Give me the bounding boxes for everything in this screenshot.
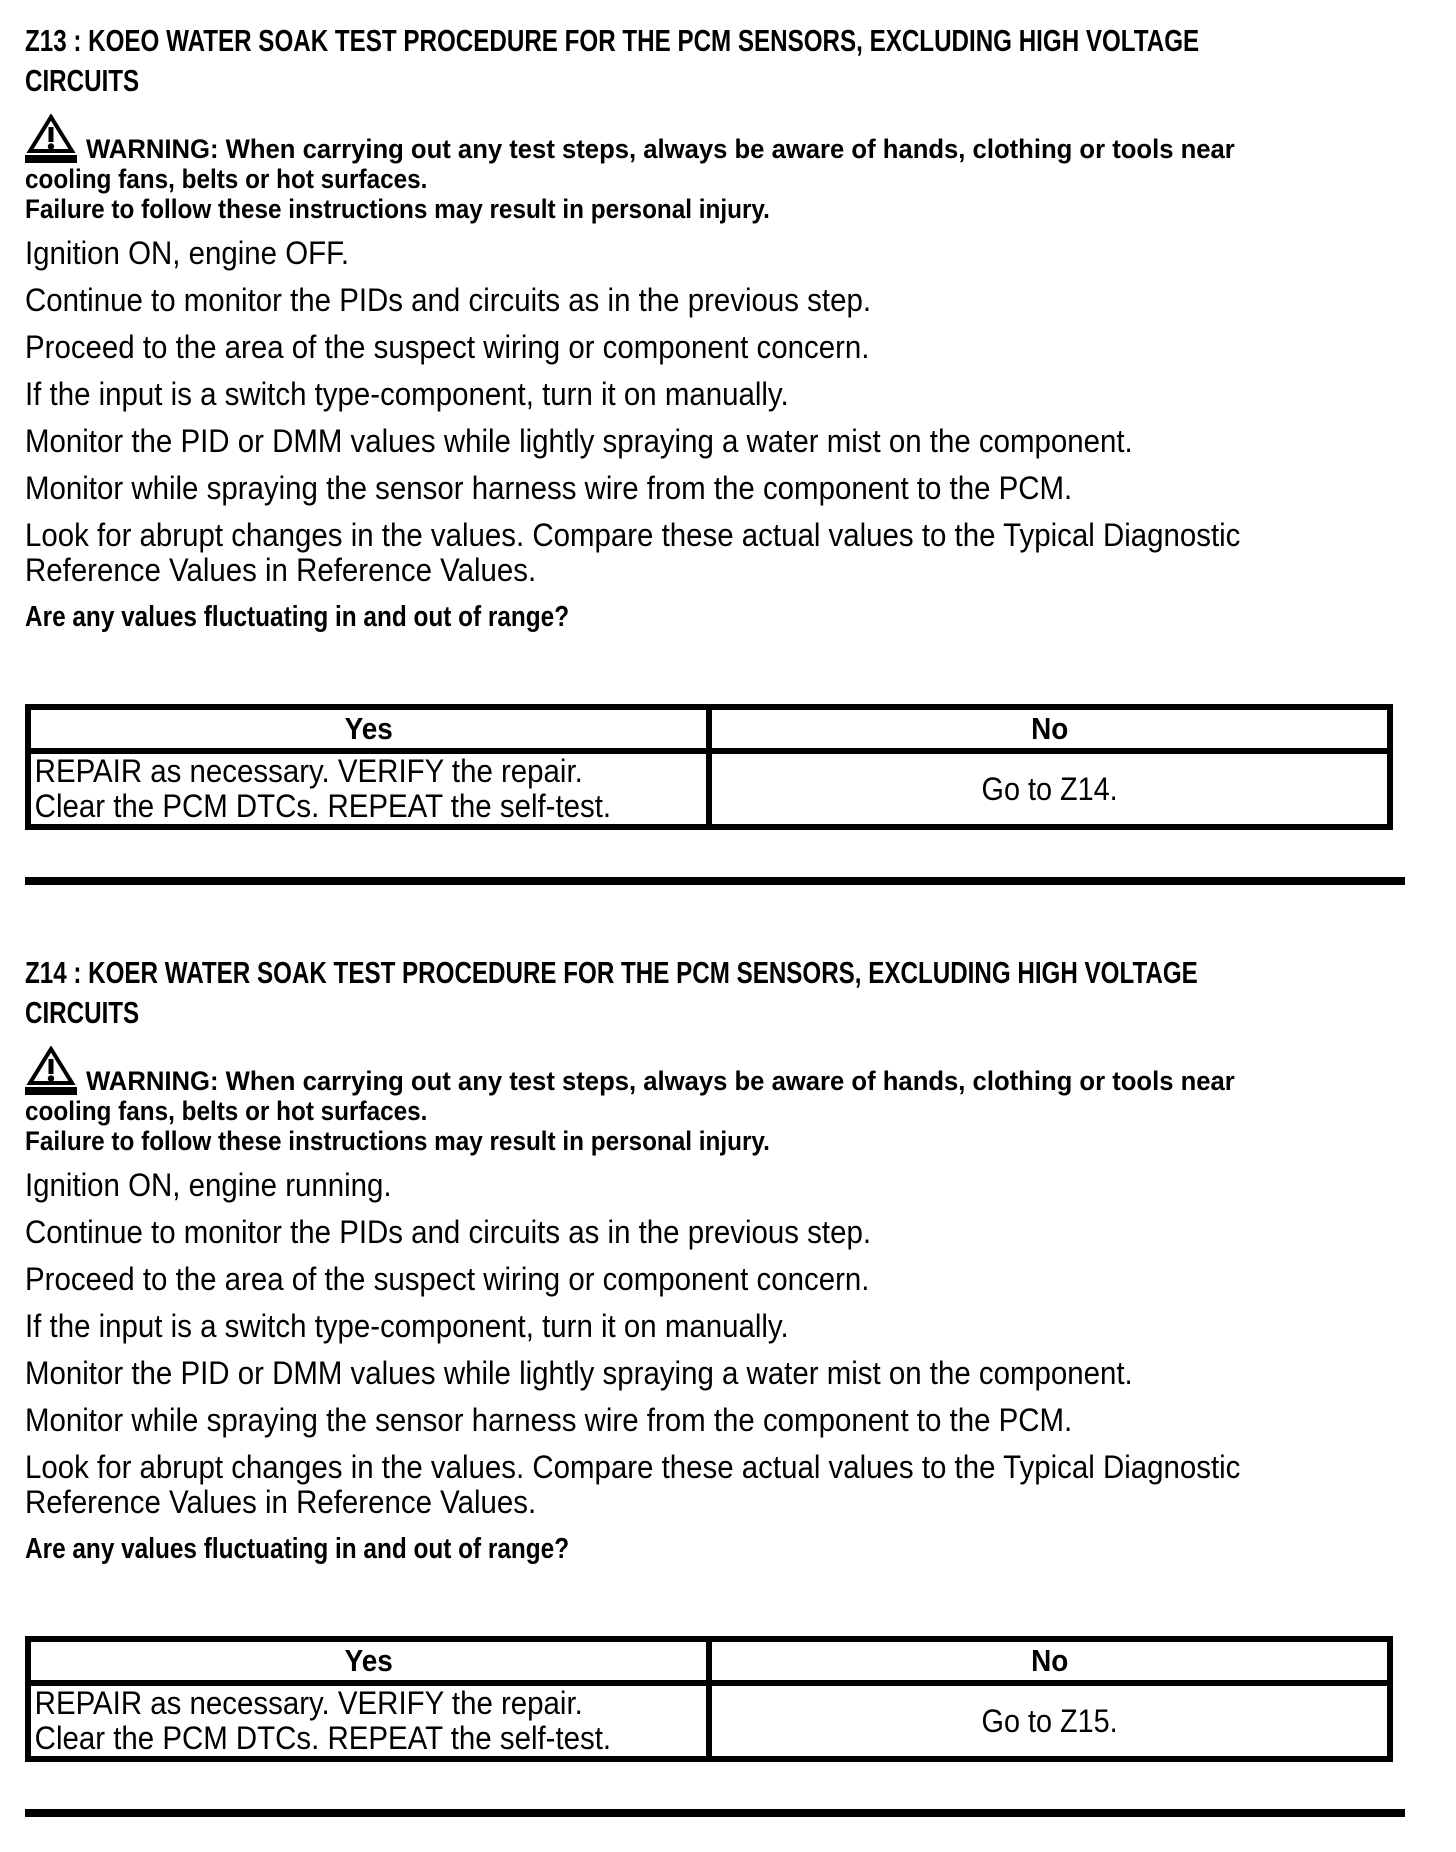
decision-question: Are any values fluctuating in and out of range? bbox=[25, 1533, 570, 1565]
yes-action-line2: Clear the PCM DTCs. REPEAT the self-test. bbox=[34, 1720, 612, 1756]
compare-line2: Reference Values in Reference Values. bbox=[25, 552, 537, 588]
yes-action-cell bbox=[28, 751, 709, 827]
step-text: Ignition ON, engine running. bbox=[25, 1167, 392, 1203]
yes-action-cell bbox=[28, 1683, 709, 1759]
procedure-step bbox=[25, 1215, 1430, 1250]
procedure-step bbox=[25, 236, 1430, 271]
procedure-step bbox=[25, 1309, 1430, 1344]
decision-table-header-row bbox=[28, 1639, 1390, 1683]
yes-header-label: Yes bbox=[344, 1643, 393, 1678]
procedure-step bbox=[25, 377, 1430, 412]
section-title bbox=[25, 953, 1430, 1033]
step-text: Monitor the PID or DMM values while lightly spraying a water mist on the component. bbox=[25, 423, 1133, 459]
procedure-step bbox=[25, 1356, 1430, 1391]
yes-action-line1: REPAIR as necessary. VERIFY the repair. bbox=[34, 1685, 583, 1721]
yes-column-header bbox=[28, 1639, 709, 1683]
procedure-step-compare bbox=[25, 518, 1430, 588]
decision-table bbox=[25, 704, 1393, 830]
yes-action-line1: REPAIR as necessary. VERIFY the repair. bbox=[34, 753, 583, 789]
compare-line1: Look for abrupt changes in the values. Compare these actual values to the Typical Diagnostic bbox=[25, 1449, 1241, 1485]
no-column-header bbox=[709, 707, 1390, 751]
section-title-line1: Z13 : KOEO WATER SOAK TEST PROCEDURE FOR THE PCM SENSORS, EXCLUDING HIGH VOLTAGE bbox=[25, 23, 1200, 58]
section-title-line2: CIRCUITS bbox=[25, 63, 140, 98]
warning-triangle-icon bbox=[25, 114, 79, 164]
step-text: Ignition ON, engine OFF. bbox=[25, 235, 349, 271]
step-text: Monitor while spraying the sensor harness wire from the component to the PCM. bbox=[25, 1402, 1073, 1438]
warning-block bbox=[25, 114, 1430, 224]
warning-block bbox=[25, 1046, 1430, 1156]
procedure-step bbox=[25, 1403, 1430, 1438]
procedure-step bbox=[25, 283, 1430, 318]
step-text: If the input is a switch type-component, turn it on manually. bbox=[25, 376, 789, 412]
decision-question: Are any values fluctuating in and out of range? bbox=[25, 601, 570, 633]
step-text: Continue to monitor the PIDs and circuits as in the previous step. bbox=[25, 282, 872, 318]
section-z13 bbox=[25, 21, 1430, 885]
no-action-text: Go to Z15. bbox=[981, 1702, 1118, 1739]
procedure-step bbox=[25, 424, 1430, 459]
step-text: Proceed to the area of the suspect wiring or component concern. bbox=[25, 329, 870, 365]
yes-header-label: Yes bbox=[344, 711, 393, 746]
no-header-label: No bbox=[1030, 711, 1069, 746]
yes-column-header bbox=[28, 707, 709, 751]
procedure-step bbox=[25, 1168, 1430, 1203]
step-text: Proceed to the area of the suspect wiring or component concern. bbox=[25, 1261, 870, 1297]
compare-line2: Reference Values in Reference Values. bbox=[25, 1484, 537, 1520]
decision-table-action-row bbox=[28, 751, 1390, 827]
no-action-cell bbox=[709, 1683, 1390, 1759]
warning-triangle-icon bbox=[25, 1046, 79, 1096]
yes-action-line2: Clear the PCM DTCs. REPEAT the self-test. bbox=[34, 788, 612, 824]
step-text: If the input is a switch type-component, turn it on manually. bbox=[25, 1308, 789, 1344]
procedure-step bbox=[25, 1262, 1430, 1297]
warning-injury-note: Failure to follow these instructions may result in personal injury. bbox=[25, 1126, 770, 1156]
section-title-line2: CIRCUITS bbox=[25, 995, 140, 1030]
decision-table-header-row bbox=[28, 707, 1390, 751]
no-header-label: No bbox=[1030, 1643, 1069, 1678]
page-bottom-rule bbox=[25, 1809, 1405, 1817]
section-title-line1: Z14 : KOER WATER SOAK TEST PROCEDURE FOR THE PCM SENSORS, EXCLUDING HIGH VOLTAGE bbox=[25, 955, 1198, 990]
section-z14 bbox=[25, 953, 1430, 1817]
step-text: Monitor the PID or DMM values while lightly spraying a water mist on the component. bbox=[25, 1355, 1133, 1391]
warning-injury-note: Failure to follow these instructions may result in personal injury. bbox=[25, 194, 770, 224]
procedure-step-compare bbox=[25, 1450, 1430, 1520]
step-text: Monitor while spraying the sensor harness wire from the component to the PCM. bbox=[25, 470, 1073, 506]
warning-text-line1: WARNING: When carrying out any test steps, always be aware of hands, clothing or tools near bbox=[86, 1066, 1235, 1096]
step-text: Continue to monitor the PIDs and circuits as in the previous step. bbox=[25, 1214, 872, 1250]
section-title bbox=[25, 21, 1430, 101]
no-action-text: Go to Z14. bbox=[981, 770, 1118, 807]
decision-table-action-row bbox=[28, 1683, 1390, 1759]
warning-text-line1: WARNING: When carrying out any test steps, always be aware of hands, clothing or tools near bbox=[86, 134, 1235, 164]
warning-text-line2: cooling fans, belts or hot surfaces. bbox=[25, 1096, 428, 1126]
section-divider-rule bbox=[25, 877, 1405, 885]
procedure-step bbox=[25, 330, 1430, 365]
procedure-step bbox=[25, 471, 1430, 506]
decision-table bbox=[25, 1636, 1393, 1762]
compare-line1: Look for abrupt changes in the values. Compare these actual values to the Typical Diagnostic bbox=[25, 517, 1241, 553]
no-action-cell bbox=[709, 751, 1390, 827]
warning-text-line2: cooling fans, belts or hot surfaces. bbox=[25, 164, 428, 194]
no-column-header bbox=[709, 1639, 1390, 1683]
